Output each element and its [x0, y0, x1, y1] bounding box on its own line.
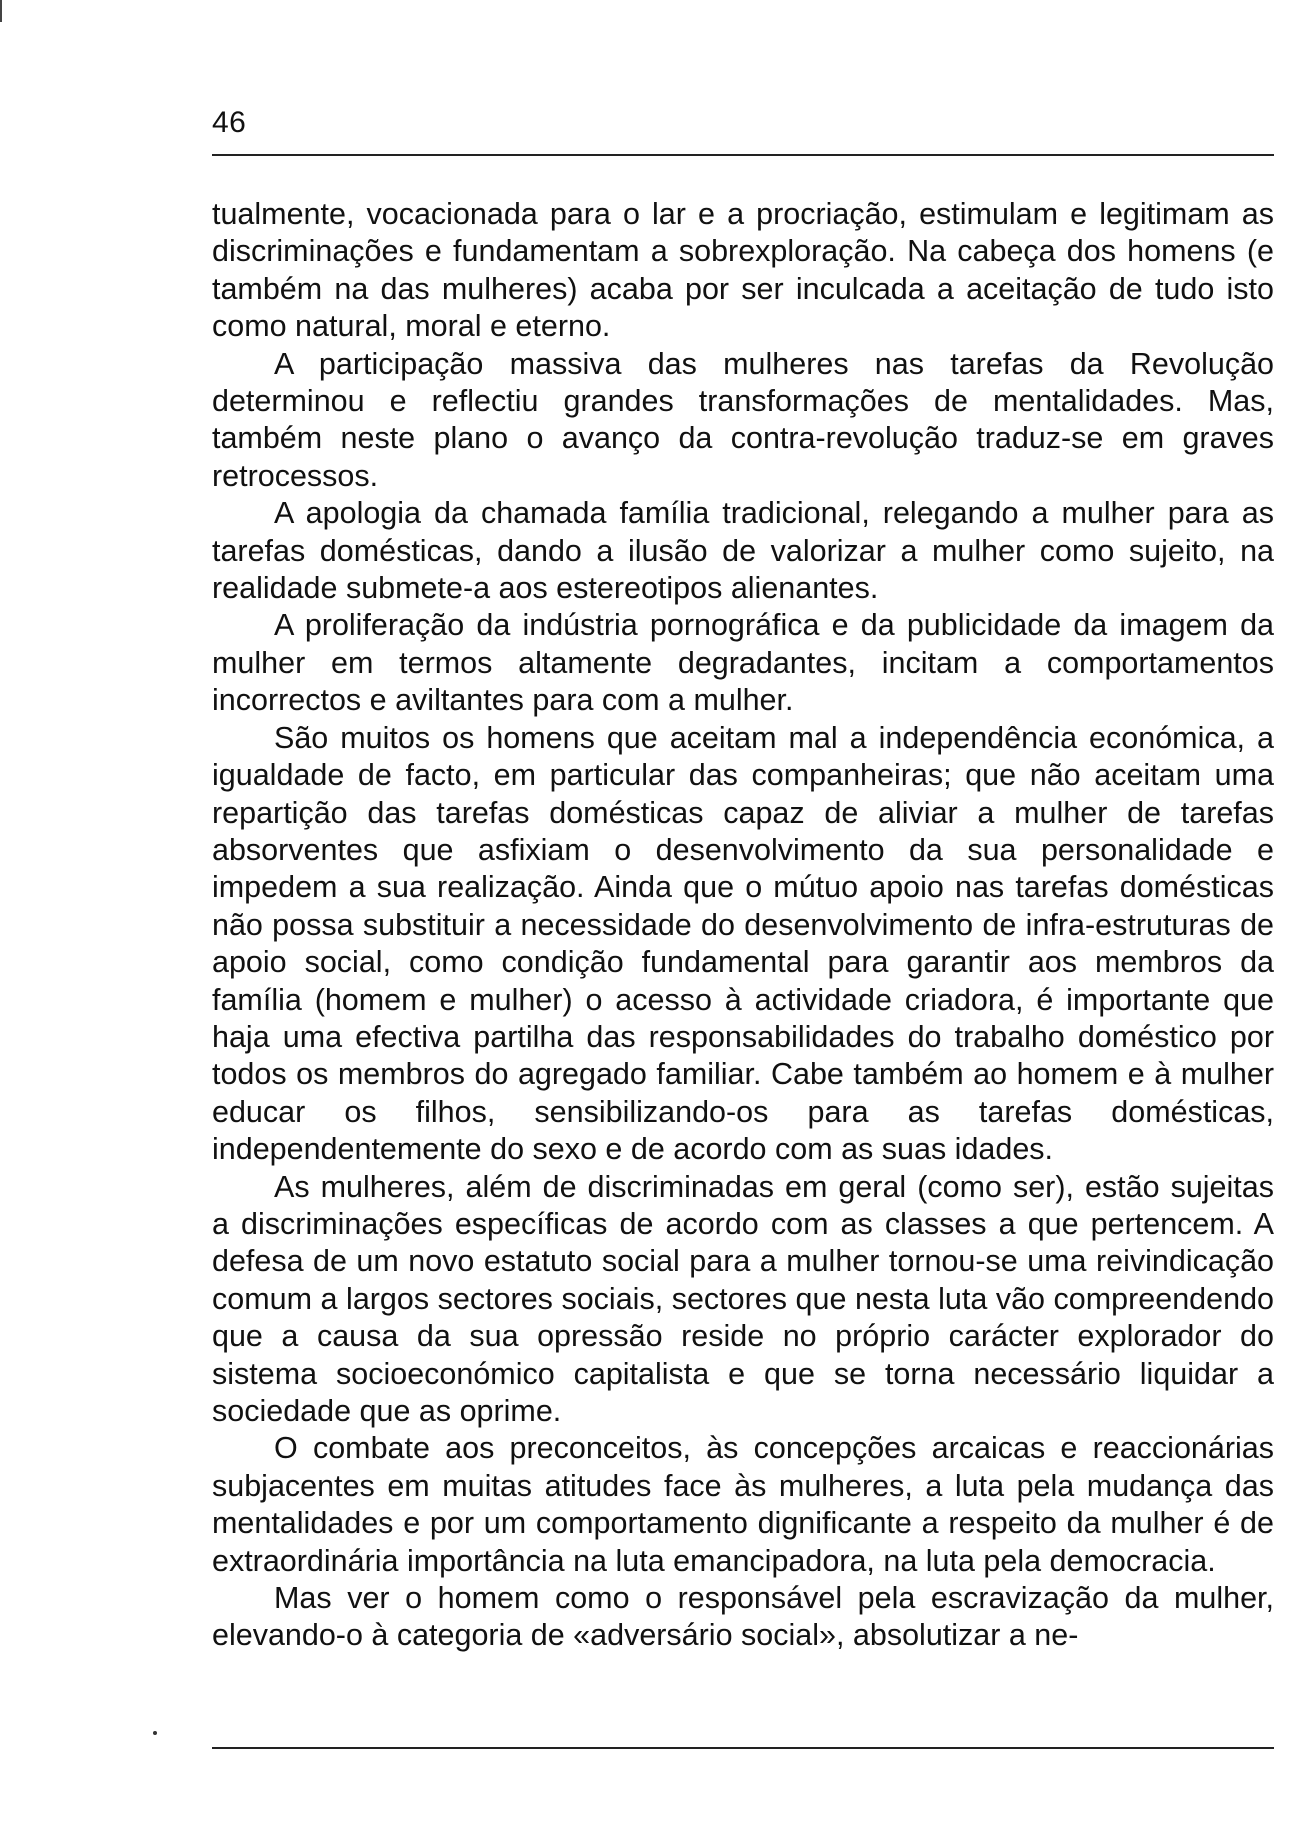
- margin-dot: [153, 1731, 157, 1735]
- page-number: 46: [212, 106, 247, 139]
- paragraph: As mulheres, além de discriminadas em geral (como ser), estão sujeitas a discriminações específicas de acordo com as classes a que pertencem. A defesa de um novo estatuto social para a mulher tornou-se uma reivindicação comum a largos sectores sociais, sectores que nesta luta vão compreendendo que a causa da sua opressão reside no próprio carácter explorador do sistema socioeconómico capitalista e que se torna necessário liquidar a sociedade que as oprime.: [212, 1169, 1274, 1428]
- paragraph: A apologia da chamada família tradicional, relegando a mulher para as tarefas domésticas, dando a ilusão de valorizar a mulher como sujeito, na realidade submete-a aos estereotipos alienantes.: [212, 496, 1274, 606]
- paragraph: O combate aos preconceitos, às concepções arcaicas e reaccionárias subjacentes em muitas atitudes face às mulheres, a luta pela mudança das mentalidades e por um comportamento dignificante a respeito da mulher é de extraordinária importância na luta emancipadora, na luta pela democracia.: [212, 1431, 1274, 1578]
- paragraph: Mas ver o homem como o responsável pela escravização da mulher, elevando-o à categoria de «adversário social», absolutizar a ne-: [212, 1581, 1274, 1653]
- header-rule: [212, 154, 1274, 156]
- paragraph: A participação massiva das mulheres nas tarefas da Revolução determinou e reflectiu grandes transformações de mentalidades. Mas, também neste plano o avanço da contra-revolução traduz-se em graves retrocessos.: [212, 346, 1274, 493]
- paragraph: A proliferação da indústria pornográfica e da publicidade da imagem da mulher em termos altamente degradantes, incitam a comportamentos incorrectos e aviltantes para com a mulher.: [212, 608, 1274, 718]
- footer-rule: [212, 1747, 1274, 1749]
- paragraph: São muitos os homens que aceitam mal a independência económica, a igualdade de facto, em particular das companheiras; que não aceitam uma repartição das tarefas domésticas capaz de aliviar a mulher de tarefas absorventes que asfixiam o desenvolvimento da sua personalidade e impedem a sua realização. Ainda que o mútuo apoio nas tarefas domésticas não possa substituir a necessidade do desenvolvimento de infra-estruturas de apoio social, como condição fundamental para garantir aos membros da família (homem e mulher) o acesso à actividade criadora, é importante que haja uma efectiva partilha das responsabilidades do trabalho doméstico por todos os membros do agregado familiar. Cabe também ao homem e à mulher educar os filhos, sensibilizando-os para as tarefas domésticas, independentemente do sexo e de acordo com as suas idades.: [212, 720, 1274, 1167]
- scan-edge-mark: [0, 0, 2, 22]
- paragraph: tualmente, vocacionada para o lar e a procriação, estimulam e legitimam as discriminações e fundamentam a sobrexploração. Na cabeça dos homens (e também na das mulheres) acaba por ser inculcada a aceitação de tudo isto como natural, moral e eterno.: [212, 197, 1274, 344]
- body-text: [212, 196, 1274, 1655]
